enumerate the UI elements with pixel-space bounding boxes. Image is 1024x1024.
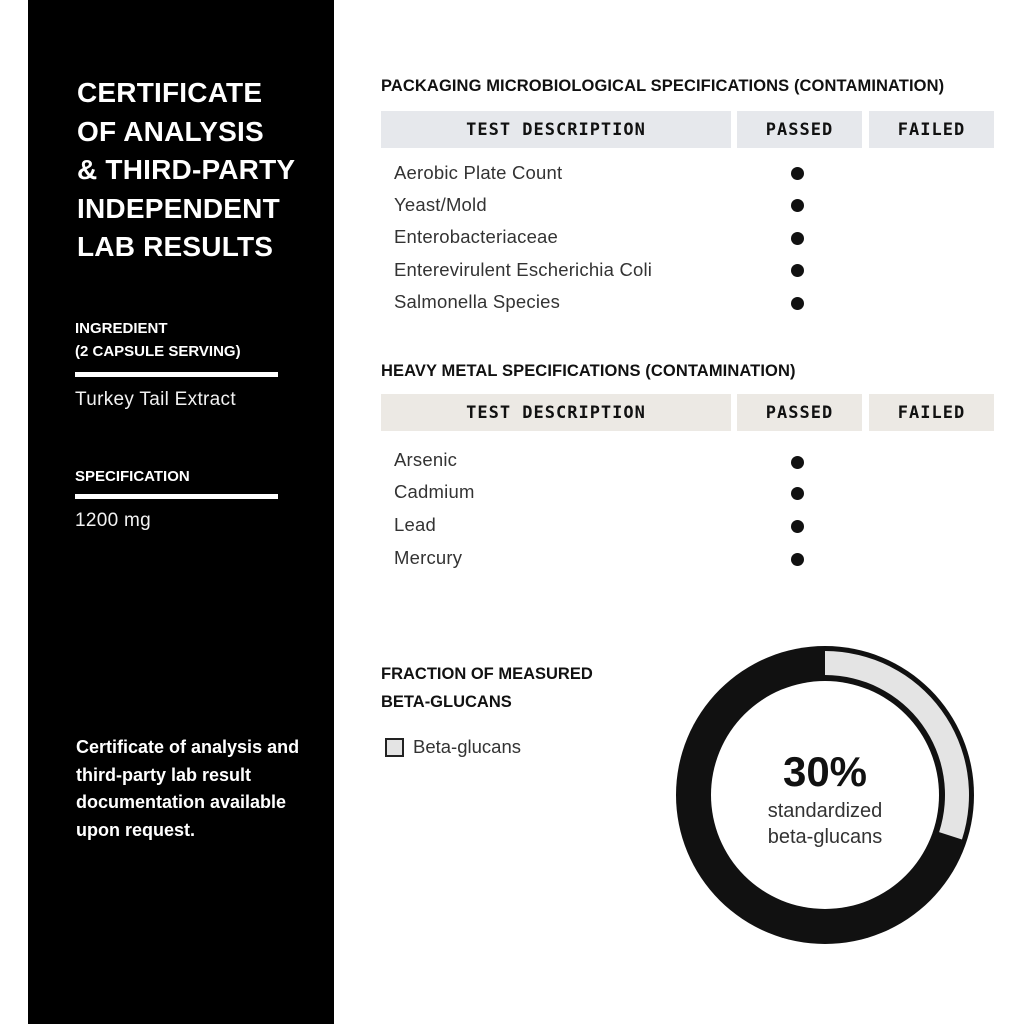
ingredient-label-line: (2 CAPSULE SERVING) bbox=[75, 343, 241, 360]
metal-header-description: TEST DESCRIPTION bbox=[381, 394, 731, 431]
metal-row-label: Cadmium bbox=[394, 481, 475, 502]
metal-header-passed: PASSED bbox=[737, 394, 862, 431]
micro-row-label: Enterevirulent Escherichia Coli bbox=[394, 259, 653, 280]
percent-value: 30% bbox=[782, 748, 868, 795]
micro-row-label: Enterobacteriaceae bbox=[394, 226, 559, 247]
passed-indicator bbox=[791, 456, 804, 469]
title-line: OF ANALYSIS bbox=[77, 115, 264, 147]
donut-caption-line: standardized bbox=[767, 800, 883, 822]
passed-indicator bbox=[791, 167, 804, 180]
fraction-title bbox=[381, 660, 593, 716]
page-title bbox=[77, 74, 327, 267]
micro-header-failed: FAILED bbox=[869, 111, 994, 148]
microbiological-title: PACKAGING MICROBIOLOGICAL SPECIFICATIONS (CONTAMINATION) bbox=[381, 77, 945, 95]
metal-row-label: Arsenic bbox=[394, 449, 458, 470]
passed-indicator bbox=[791, 232, 804, 245]
passed-indicator bbox=[791, 487, 804, 500]
sidebar bbox=[28, 0, 334, 1024]
metal-header-failed: FAILED bbox=[869, 394, 994, 431]
chart-legend bbox=[385, 736, 521, 758]
legend-label: Beta-glucans bbox=[413, 736, 521, 757]
ingredient-label bbox=[75, 317, 241, 363]
documentation-note: Certificate of analysis and third-party lab result documentation available upon request. bbox=[76, 737, 300, 840]
ingredient-value: Turkey Tail Extract bbox=[75, 389, 236, 410]
micro-row-label: Aerobic Plate Count bbox=[394, 162, 563, 183]
specification-value: 1200 mg bbox=[75, 510, 152, 531]
divider bbox=[75, 372, 278, 377]
micro-header-description: TEST DESCRIPTION bbox=[381, 111, 731, 148]
title-line: & THIRD-PARTY bbox=[77, 154, 296, 185]
specification-label: SPECIFICATION bbox=[75, 468, 190, 485]
fraction-title-line: BETA-GLUCANS bbox=[381, 693, 512, 711]
passed-indicator bbox=[791, 199, 804, 212]
micro-row-label: Salmonella Species bbox=[394, 291, 561, 312]
passed-indicator bbox=[791, 297, 804, 310]
micro-header-passed: PASSED bbox=[737, 111, 862, 148]
title-line: LAB RESULTS bbox=[77, 231, 274, 262]
metal-row-label: Lead bbox=[394, 514, 436, 535]
title-line: CERTIFICATE bbox=[77, 77, 263, 108]
donut-caption-line: beta-glucans bbox=[767, 826, 883, 848]
passed-indicator bbox=[791, 553, 804, 566]
legend-swatch bbox=[385, 738, 404, 757]
ingredient-label-line: INGREDIENT bbox=[75, 320, 168, 337]
fraction-title-line: FRACTION OF MEASURED bbox=[381, 665, 593, 683]
divider bbox=[75, 494, 278, 499]
micro-row-label: Yeast/Mold bbox=[394, 194, 487, 215]
title-line: INDEPENDENT bbox=[77, 192, 280, 224]
passed-indicator bbox=[791, 520, 804, 533]
metal-row-label: Mercury bbox=[394, 547, 463, 568]
heavy-metals-title: HEAVY METAL SPECIFICATIONS (CONTAMINATION) bbox=[381, 362, 796, 380]
donut-center-text bbox=[676, 746, 974, 850]
passed-indicator bbox=[791, 264, 804, 277]
